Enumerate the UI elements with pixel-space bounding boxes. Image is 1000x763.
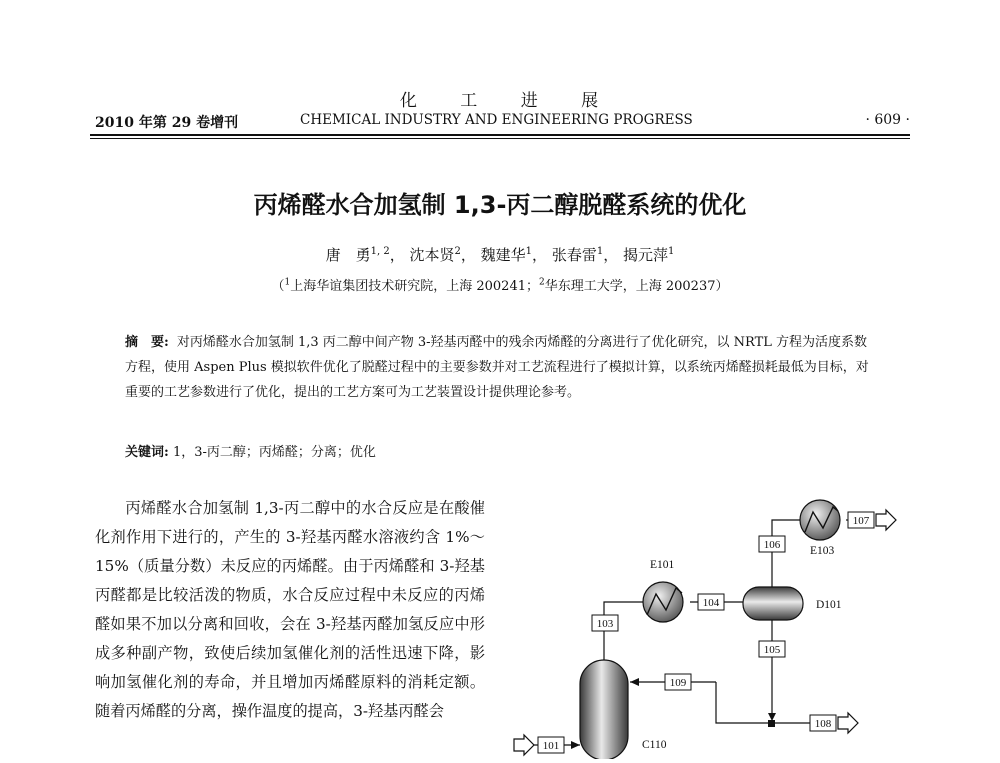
mixer-node: [768, 720, 775, 727]
heat-exchanger-e103-icon: [800, 500, 840, 540]
author-affil-mark: 1: [525, 246, 533, 257]
page-number: · 609 ·: [865, 112, 910, 128]
abstract-label: 摘 要:: [125, 335, 169, 350]
drum-d101: [743, 587, 803, 620]
author: 魏建华: [480, 246, 526, 264]
journal-english-title: CHEMICAL INDUSTRY AND ENGINEERING PROGRESS: [300, 112, 693, 128]
author: 唐 勇: [325, 246, 371, 264]
body-paragraph: 丙烯醛水合加氢制 1,3-丙二醇中的水合反应是在酸催化剂作用下进行的，产生的 3-羟基丙醛水溶液约含 1%～15%（质量分数）未反应的丙烯醛。由于丙烯醛和 3-羟基丙醛都是比较活泼的物质，水合反应过程中未反应的丙烯醛如果不加以分离和回收，会在 3-羟基丙醛加氢反应中形成多种副产物，致使后续加氢催化剂的活性迅速下降，影响加氢催化剂的寿命，并且增加丙烯醛原料的消耗定额。随着丙烯醛的分离，操作温度的提高，3-羟基丙醛会: [95, 499, 485, 720]
affiliation-2: 华东理工大学，上海 200237: [544, 279, 716, 294]
stream-label-101: 101: [542, 740, 560, 752]
keywords-label: 关键词:: [125, 445, 169, 460]
author-list: 唐 勇$^{1, 2}$， 沈本贤$^2$， 魏建华$^1$， 张春雷$^1$， 揭元萍$^1$: [325, 246, 675, 264]
stream-label-105: 105: [763, 644, 781, 656]
stream-label-108: 108: [814, 718, 832, 730]
unit-label-d101: D101: [816, 599, 842, 611]
affiliations: （$^1$上海华谊集团技术研究院，上海 200241；$^2$华东理工大学，上海 200237）: [271, 277, 729, 294]
arrow-109: [630, 678, 639, 686]
author-affil-mark: 1: [668, 246, 675, 257]
author: 揭元萍: [623, 246, 669, 264]
arrow-101: [571, 741, 580, 749]
author: 张春雷: [551, 246, 597, 264]
abstract: [125, 330, 870, 405]
affiliation-1: 上海华谊集团技术研究院，上海 200241；: [290, 279, 539, 294]
abstract-text: 对丙烯醛水合加氢制 1,3 丙二醇中间产物 3-羟基丙醛中的残余丙烯醛的分离进行了优化研究，以 NRTL 方程为活度系数方程，使用 Aspen Plus 模拟软件优化了脱醛过程中的主要参数并对工艺流程进行了模拟计算，以系统丙烯醛损耗最低为目标，对重要的工艺参数进行了优化，提出的工艺方案可为工艺装置设计提供理论参考。: [125, 335, 869, 400]
stream-label-103: 103: [596, 618, 614, 630]
stream-label-106: 106: [763, 539, 781, 551]
author-affil-mark: 2: [454, 246, 461, 257]
keywords: [125, 441, 870, 460]
header-rule-thick: [90, 134, 910, 136]
column-c110: [580, 660, 628, 759]
outlet-107-arrow-icon: [876, 510, 896, 530]
unit-label-e103: E103: [810, 545, 835, 557]
inlet-101-arrow-icon: [514, 735, 534, 755]
author: 沈本贤: [409, 246, 455, 264]
journal-chinese-title: 化 工 进 展: [399, 91, 601, 111]
author-affil-mark: 1, 2: [370, 246, 390, 257]
header-rule-thin: [90, 138, 910, 139]
flowsheet-svg: [500, 480, 940, 759]
unit-label-c110: C110: [642, 739, 667, 751]
affil-mark: 1: [284, 277, 291, 288]
outlet-108-arrow-icon: [838, 713, 858, 733]
paper-title: 丙烯醛水合加氢制 1,3-丙二醇脱醛系统的优化: [253, 191, 747, 219]
arrow-105: [768, 713, 776, 721]
stream-label-104: 104: [702, 597, 720, 609]
body-column: [95, 494, 485, 726]
process-flow-diagram: [500, 480, 940, 763]
unit-label-e101: E101: [650, 559, 675, 571]
stream-line-108: [716, 682, 810, 723]
stream-lines: [530, 520, 848, 745]
keywords-text: 1，3-丙二醇；丙烯醛；分离；优化: [172, 445, 376, 460]
stream-label-109: 109: [669, 677, 687, 689]
affil-mark: 2: [539, 277, 545, 288]
stream-label-107: 107: [852, 515, 870, 527]
io-arrows: [514, 510, 896, 755]
issue-info: 2010 年第 29 卷增刊: [95, 115, 239, 131]
running-header: [95, 112, 910, 134]
author-affil-mark: 1: [596, 246, 604, 257]
